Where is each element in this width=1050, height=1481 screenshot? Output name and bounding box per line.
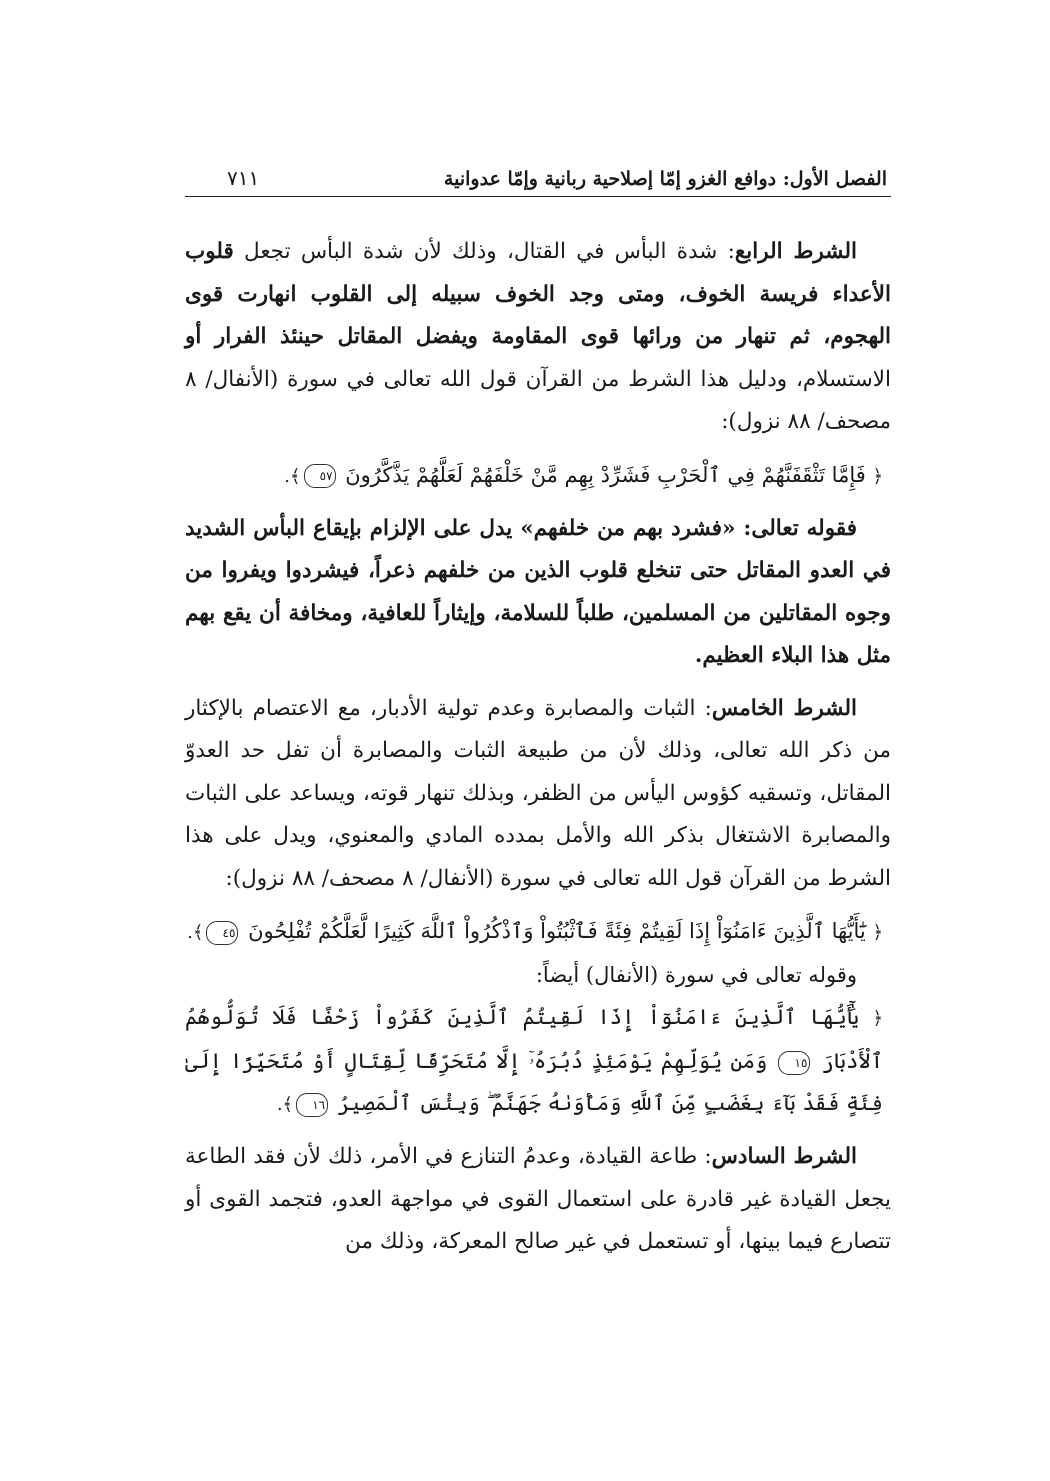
verse-open-bracket: ﴿ [872,1008,883,1029]
condition-four-intro: : شدة البأس في القتال، وذلك لأن شدة البأس تجعل [244,239,735,264]
condition-six-text: : طاعة القيادة، وعدمُ التنازع في الأمر، ذلك لأن فقد الطاعة يجعل القيادة غير قادرة على استعمال القوى في مواجهة العدو، فتجمد القوى أو تتصارع فيما بينها، أو تستعمل في غير صالح المعركة، وذلك من [185,1144,891,1254]
condition-four-rest: الاستسلام، ودليل هذا الشرط من القرآن قول الله تعالى في سورة (الأنفال/ ٨ مصحف/ ٨٨ نزول): [185,366,891,434]
ayah-number-marker: ١٦ [296,1093,328,1117]
condition-five-paragraph [185,688,891,901]
verse-commentary-paragraph: فقوله تعالى: «فشرد بهم من خلفهم» يدل على الإلزام بإيقاع البأس الشديد في العدو المقاتل حتى تنخلع قلوب الذين من خلفهم ذعراً، فيشردوا ويفروا من وجوه المقاتلين من المسلمين، طلباً للسلامة، وإيثاراً للعافية، ومخافة أن يقع بهم مثل هذا البلاء العظيم. [185,515,891,668]
verse-text-part-two: وَمَن يُوَلِّهِمْ يَوْمَئِذٍ دُبُرَهُۥٓ إِلَّا مُتَحَرِّفًا لِّقِتَالٍ أَوْ مُتَحَيِّزًا إِلَىٰ فِئَةٍ فَقَدْ بَآءَ بِغَضَبٍ مِّنَ ٱللَّهِ وَمَأْوَىٰهُ جَهَنَّمُ ۖ وَبِئْسَ ٱلْمَصِيرُ [185,1049,883,1115]
condition-four-heading: الشرط الرابع [734,239,858,264]
condition-six-paragraph [185,1136,891,1264]
verse-open-bracket: ﴿ [872,465,883,487]
ayah-number-marker: ٤٥ [206,921,238,945]
quran-verse-anfal-45 [185,910,891,954]
verse-open-bracket: ﴿ [872,922,883,943]
quran-verse-anfal-57 [185,454,891,498]
quran-verse-anfal-15-16 [185,996,891,1126]
verse-close-bracket: ﴾. [187,922,204,943]
verse-introduction: وقوله تعالى في سورة (الأنفال) أيضاً: [535,963,857,987]
ayah-number-marker: ٥٧ [304,464,336,488]
running-header [185,150,891,197]
verse-close-bracket: ﴾. [276,1094,294,1115]
ayah-number-marker: ١٥ [778,1051,810,1075]
main-text [185,231,891,1264]
verse-close-bracket: ﴾. [284,465,301,487]
verse-text: فَإِمَّا تَثْقَفَنَّهُمْ فِي ٱلْحَرْبِ فَشَرِّدْ بِهِم مَّنْ خَلْفَهُمْ لَعَلَّهُمْ يَذَّكَّرُونَ [345,462,866,487]
condition-four-paragraph [185,231,891,444]
condition-six-heading: الشرط السادس [711,1144,857,1169]
page-number: ٧١١ [227,166,260,190]
condition-five-text: : الثبات والمصابرة وعدم تولية الأدبار، مع الاعتصام بالإكثار من ذكر الله تعالى، وذلك لأن من طبيعة الثبات والمصابرة أن تفل حد العدوّ المقاتل، وتسقيه كؤوس اليأس من الظفر، وبذلك تنهار قوته، ويساعد على الثبات والمصابرة الاشتغال بذكر الله والأمل بمدده المادي والمعنوي، ويدل على هذا الشرط من القرآن قول الله تعالى في سورة (الأنفال/ ٨ مصحف/ ٨٨ نزول): [185,695,891,891]
page-body [185,150,891,1264]
condition-five-heading: الشرط الخامس [711,695,857,721]
condition-four-bold-text: قلوب الأعداء فريسة الخوف، ومتى وجد الخوف سبيله إلى القلوب انهارت قوى الهجوم، ثم تنهار من ورائها قوى المقاومة ويفضل المقاتل حينئذ الفرار أو [185,239,891,349]
verse-text-part-one: يَٰٓأَيُّهَا ٱلَّذِينَ ءَامَنُوٓاْ إِذَا لَقِيتُمُ ٱلَّذِينَ كَفَرُواْ زَحْفًا فَلَا تُوَلُّوهُمُ ٱلْأَدْبَارَ [185,1005,883,1073]
verse-text: يَٰٓأَيُّهَا ٱلَّذِينَ ءَامَنُوٓاْ إِذَا لَقِيتُمْ فِئَةً فَٱثْبُتُواْ وَٱذْكُرُواْ ٱللَّهَ كَثِيرًا لَّعَلَّكُمْ تُفْلِحُونَ [248,919,866,943]
chapter-title: الفصل الأول: دوافع الغزو إمّا إصلاحية ربانية وإمّا عدوانية [443,168,887,190]
